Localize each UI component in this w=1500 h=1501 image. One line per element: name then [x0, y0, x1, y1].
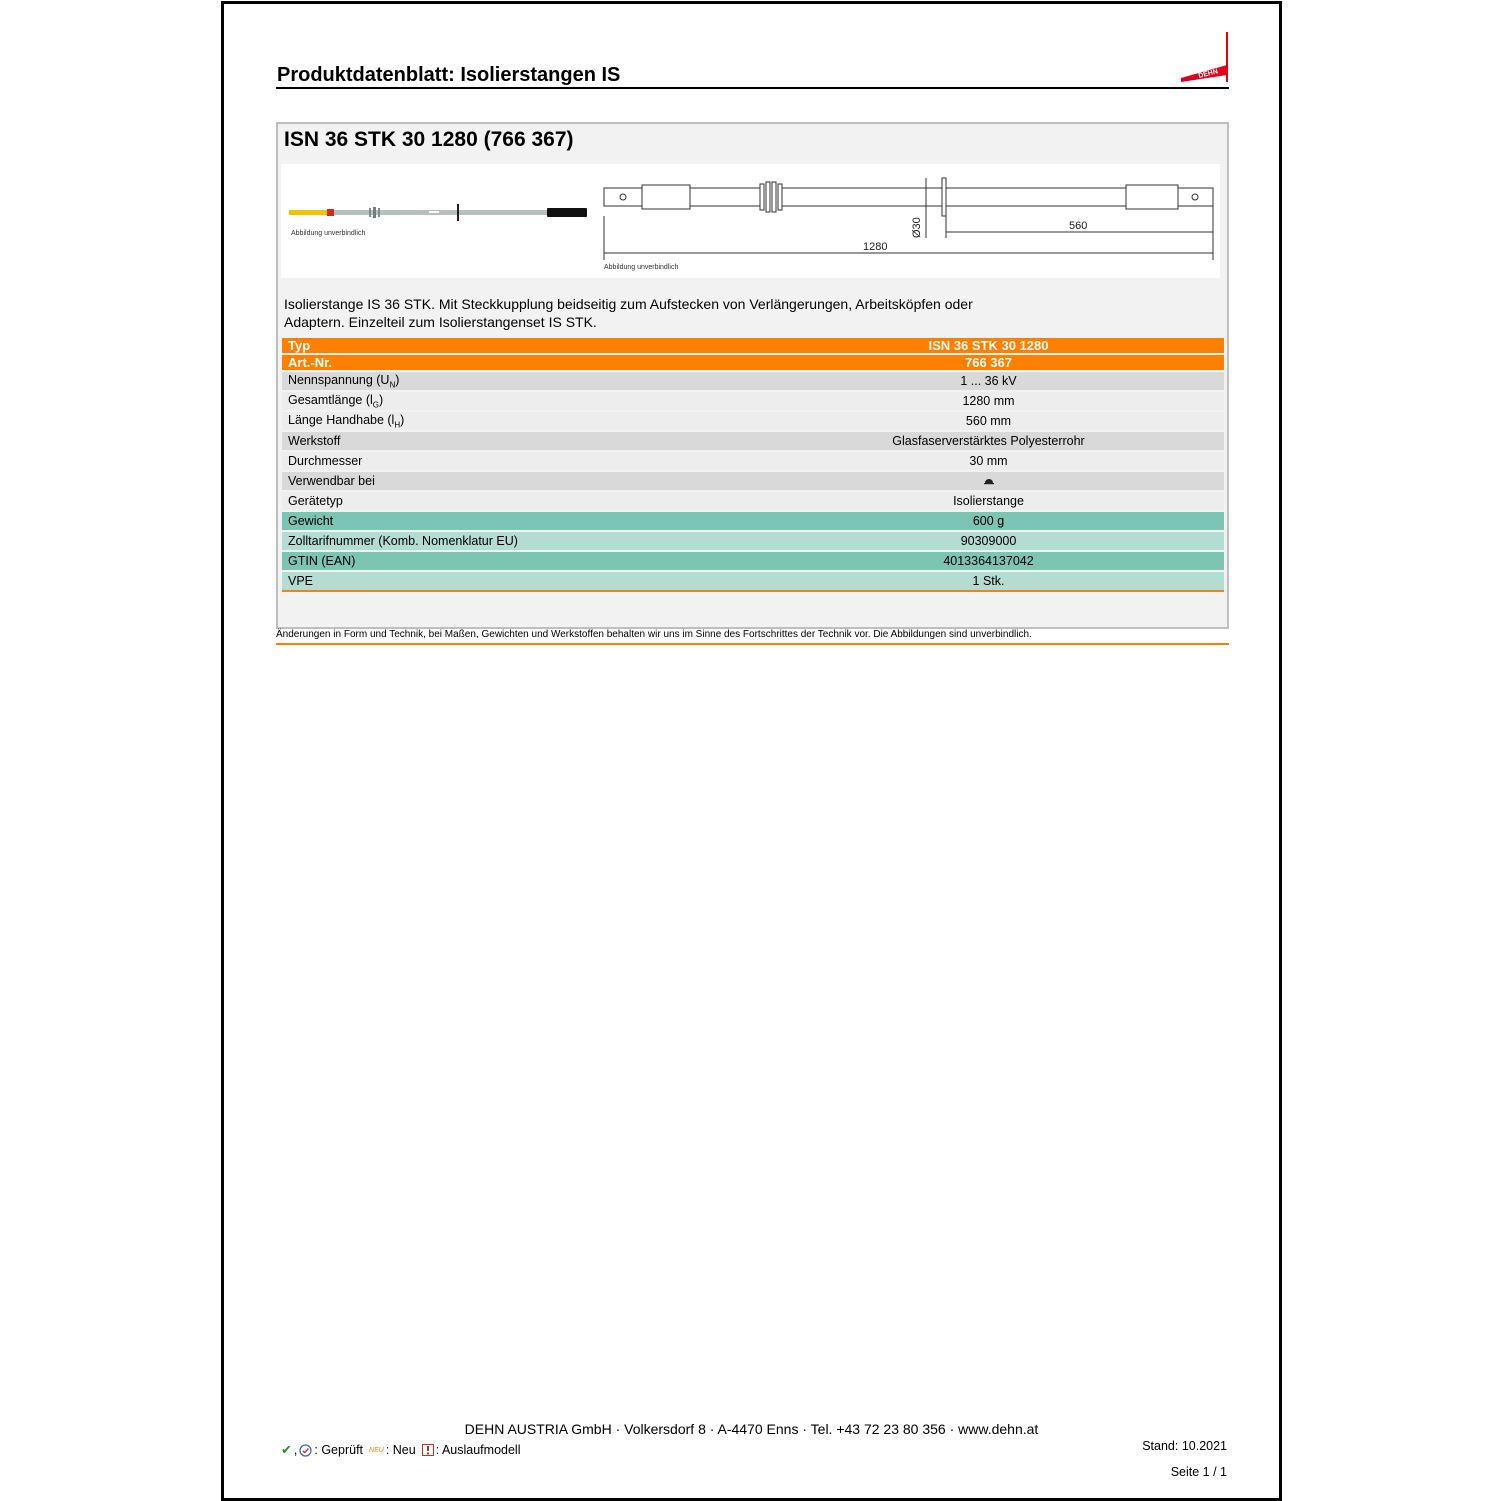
spec-label-text: Gerätetyp — [288, 494, 343, 508]
product-photo — [289, 202, 589, 224]
spec-row — [282, 452, 1224, 470]
status-legend: ✔ , : Geprüft NEU : Neu : Auslaufmodell — [281, 1442, 521, 1457]
dehn-logo — [1179, 32, 1229, 82]
spec-row — [282, 432, 1224, 450]
spec-label-text: Zolltarifnummer (Komb. Nomenklatur EU) — [288, 534, 518, 548]
dim-handle-length: 560 — [1069, 220, 1088, 232]
product-title: ISN 36 STK 30 1280 (766 367) — [284, 128, 574, 151]
spec-label-end: ) — [379, 392, 384, 407]
dim-total-length: 1280 — [863, 241, 888, 253]
spec-value: 560 mm — [753, 412, 1224, 430]
spec-row — [282, 552, 1224, 570]
spec-value: 30 mm — [753, 452, 1224, 470]
spec-value: 1 Stk. — [753, 572, 1224, 590]
spec-label — [282, 532, 753, 550]
spec-row — [282, 572, 1224, 590]
dim-diameter: Ø30 — [911, 217, 923, 238]
page-title: Produktdatenblatt: Isolierstangen IS — [277, 64, 621, 86]
spec-label — [282, 512, 753, 530]
spec-value: 1280 mm — [753, 392, 1224, 410]
spec-value — [753, 472, 1224, 490]
spec-row — [282, 412, 1224, 430]
spec-header-row — [282, 355, 1224, 370]
spec-header-label: Art.-Nr. — [282, 355, 753, 370]
legend-new-label: : Neu — [385, 1443, 416, 1457]
indoor-use-icon — [984, 477, 994, 485]
spec-header-label: Typ — [282, 338, 753, 353]
discontinued-icon — [422, 1444, 434, 1456]
logo-text: DEHN — [1197, 68, 1219, 80]
product-card — [276, 122, 1229, 629]
spec-label-text: Länge Handhabe (l — [288, 412, 395, 427]
spec-label — [282, 552, 753, 570]
spec-value: 600 g — [753, 512, 1224, 530]
spec-label — [282, 432, 753, 450]
spec-header-value: 766 367 — [753, 355, 1224, 370]
title-divider — [276, 87, 1229, 89]
spec-row — [282, 392, 1224, 410]
revision-date: Stand: 10.2021 — [1142, 1439, 1227, 1453]
disclaimer: Änderungen in Form und Technik, bei Maßen, Gewichten und Werkstoffen behalten wir uns im Sinne des Fortschrittes der Technik vor. Die Abbildungen sind unverbindlich. — [276, 629, 1032, 640]
spec-table — [282, 336, 1224, 592]
spec-value: Isolierstange — [753, 492, 1224, 510]
page-number: Seite 1 / 1 — [1170, 1465, 1227, 1479]
spec-label-text: Verwendbar bei — [288, 474, 375, 488]
spec-table-divider — [282, 590, 1224, 592]
spec-label-subscript: H — [394, 420, 401, 430]
spec-label-end: ) — [400, 412, 405, 427]
spec-label — [282, 412, 753, 430]
spec-label — [282, 472, 753, 490]
spec-label-text: Durchmesser — [288, 454, 363, 468]
spec-row — [282, 512, 1224, 530]
spec-label — [282, 452, 753, 470]
spec-value: 1 ... 36 kV — [753, 372, 1224, 390]
spec-row — [282, 492, 1224, 510]
spec-header-row — [282, 338, 1224, 353]
spec-value: 90309000 — [753, 532, 1224, 550]
product-images — [281, 164, 1220, 278]
drawing-caption: Abbildung unverbindlich — [604, 264, 679, 271]
new-badge-icon: NEU — [369, 1446, 384, 1454]
spec-row — [282, 532, 1224, 550]
spec-label — [282, 492, 753, 510]
spec-label-text: GTIN (EAN) — [288, 554, 356, 568]
tested-seal-icon — [299, 1444, 312, 1457]
spec-label-subscript: N — [389, 380, 396, 390]
legend-discontinued-label: : Auslaufmodell — [435, 1443, 521, 1457]
disclaimer-divider — [276, 643, 1229, 645]
datasheet-page — [221, 1, 1282, 1501]
spec-label — [282, 372, 753, 390]
spec-row — [282, 372, 1224, 390]
photo-caption: Abbildung unverbindlich — [291, 230, 366, 237]
technical-drawing — [601, 176, 1219, 266]
spec-label-text: Nennspannung (U — [288, 372, 390, 387]
spec-label-text: Gesamtlänge (l — [288, 392, 373, 407]
spec-value: Glasfaserverstärktes Polyesterrohr — [753, 432, 1224, 450]
spec-row — [282, 472, 1224, 490]
spec-label-text: Werkstoff — [288, 434, 341, 448]
spec-label — [282, 572, 753, 590]
spec-label-end: ) — [395, 372, 400, 387]
spec-label-text: VPE — [288, 574, 314, 588]
legend-checked-label: : Geprüft — [314, 1443, 364, 1457]
footer-address: DEHN AUSTRIA GmbH · Volkersdorf 8 · A-4470 Enns · Tel. +43 72 23 80 356 · www.dehn.at — [464, 1421, 1039, 1437]
spec-header-value: ISN 36 STK 30 1280 — [753, 338, 1224, 353]
spec-value: 4013364137042 — [753, 552, 1224, 570]
checkmark-icon: ✔ — [281, 1442, 292, 1457]
spec-label-subscript: G — [372, 400, 379, 410]
product-description: Isolierstange IS 36 STK. Mit Steckkupplung beidseitig zum Aufstecken von Verlängerungen, Arbeitsköpfen oder Adaptern. Einzelteil zum Isolierstangenset IS STK. — [284, 296, 973, 330]
spec-label-text: Gewicht — [288, 514, 334, 528]
spec-label — [282, 392, 753, 410]
